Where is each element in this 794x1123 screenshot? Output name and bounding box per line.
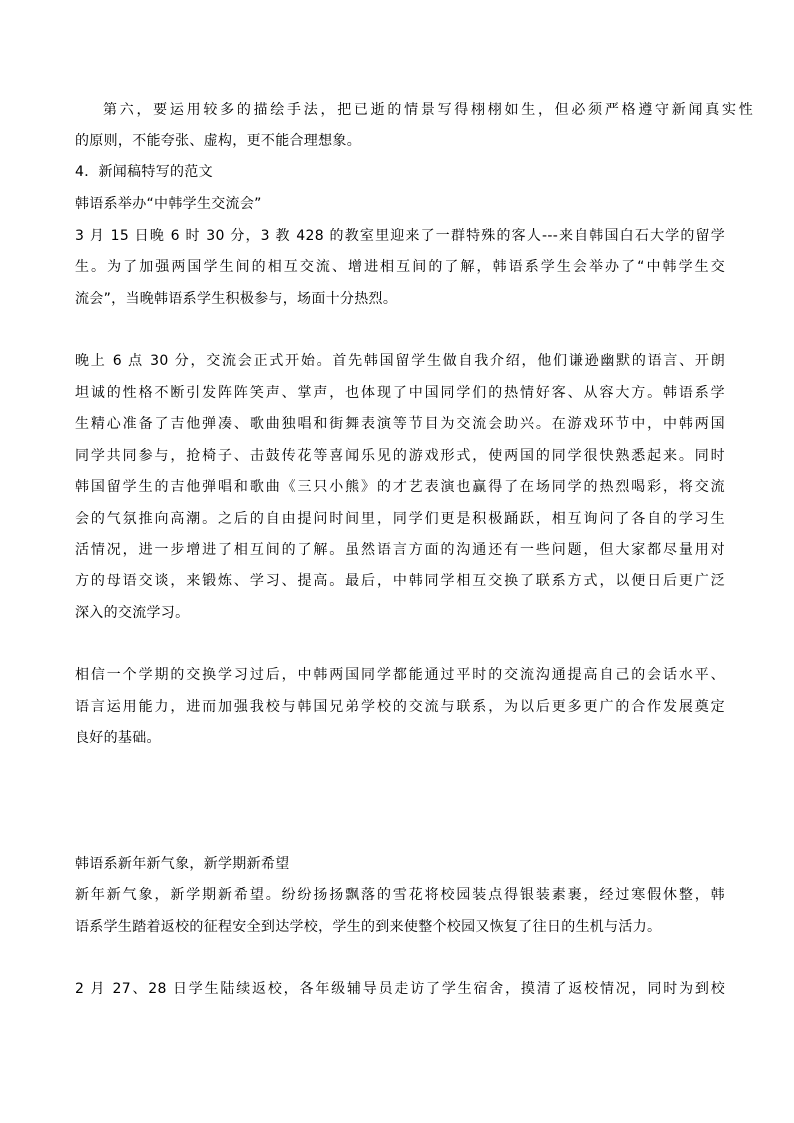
article-title: 韩语系新年新气象，新学期新希望: [75, 856, 290, 872]
paragraph-line: 2 月 27、28 日学生陆续返校，各年级辅导员走访了学生宿舍，摸清了返校情况，同时为到校: [75, 981, 725, 997]
paragraph-line: 3 月 15 日晚 6 时 30 分，3 教 428 的教室里迎来了一群特殊的客人---来自韩国白石大学的留学: [75, 228, 725, 244]
paragraph-line: 方的母语交谈，来锻炼、学习、提高。最后，中韩同学相互交换了联系方式，以便日后更广泛: [75, 573, 725, 589]
paragraph-line: 会的气氛推向高潮。之后的自由提问时间里，同学们更是积极踊跃，相互询问了各自的学习生: [75, 511, 725, 527]
paragraph-line: 流会”，当晚韩语系学生积极参与，场面十分热烈。: [75, 291, 398, 307]
paragraph-line: 晚上 6 点 30 分，交流会正式开始。首先韩国留学生做自我介绍，他们谦逊幽默的语言、开朗: [75, 353, 725, 369]
paragraph-line: 语系学生踏着返校的征程安全到达学校，学生的到来使整个校园又恢复了往日的生机与活力。: [75, 919, 662, 935]
paragraph-line: 新年新气象，新学期新希望。纷纷扬扬飘落的雪花将校园装点得银装素裹，经过寒假休整，韩: [75, 887, 725, 903]
article-title: 韩语系举办“中韩学生交流会”: [75, 196, 262, 212]
paragraph-line: 坦诚的性格不断引发阵阵笑声、掌声，也体现了中国同学们的热情好客、从容大方。韩语系学: [75, 385, 725, 401]
paragraph-line: 同学共同参与，抢椅子、击鼓传花等喜闻乐见的游戏形式，使两国的同学很快熟悉起来。同时: [75, 448, 725, 464]
paragraph-line: 深入的交流学习。: [75, 605, 190, 621]
paragraph-line: 生精心准备了吉他弹凑、歌曲独唱和街舞表演等节目为交流会助兴。在游戏环节中，中韩两国: [75, 416, 725, 432]
section-heading: 4．新闻稿特写的范文: [75, 164, 213, 180]
paragraph-line: 相信一个学期的交换学习过后，中韩两国同学都能通过平时的交流沟通提高自己的会话水平、: [75, 667, 725, 683]
paragraph-line: 生。为了加强两国学生间的相互交流、增进相互间的了解，韩语系学生会举办了“中韩学生交: [75, 259, 725, 275]
paragraph-line: 良好的基础。: [75, 730, 161, 746]
paragraph-line: 韩国留学生的吉他弹唱和歌曲《三只小熊》的才艺表演也赢得了在场同学的热烈喝彩，将交流: [75, 479, 725, 495]
paragraph-line: 活情况，进一步增进了相互间的了解。虽然语言方面的沟通还有一些问题，但大家都尽量用对: [75, 542, 725, 558]
paragraph-line: 第六，要运用较多的描绘手法，把已逝的情景写得栩栩如生，但必须严格遵守新闻真实性: [103, 102, 753, 118]
paragraph-line: 的原则，不能夸张、虚构，更不能合理想象。: [75, 133, 361, 149]
paragraph-line: 语言运用能力，进而加强我校与韩国兄弟学校的交流与联系，为以后更多更广的合作发展奠定: [75, 699, 725, 715]
